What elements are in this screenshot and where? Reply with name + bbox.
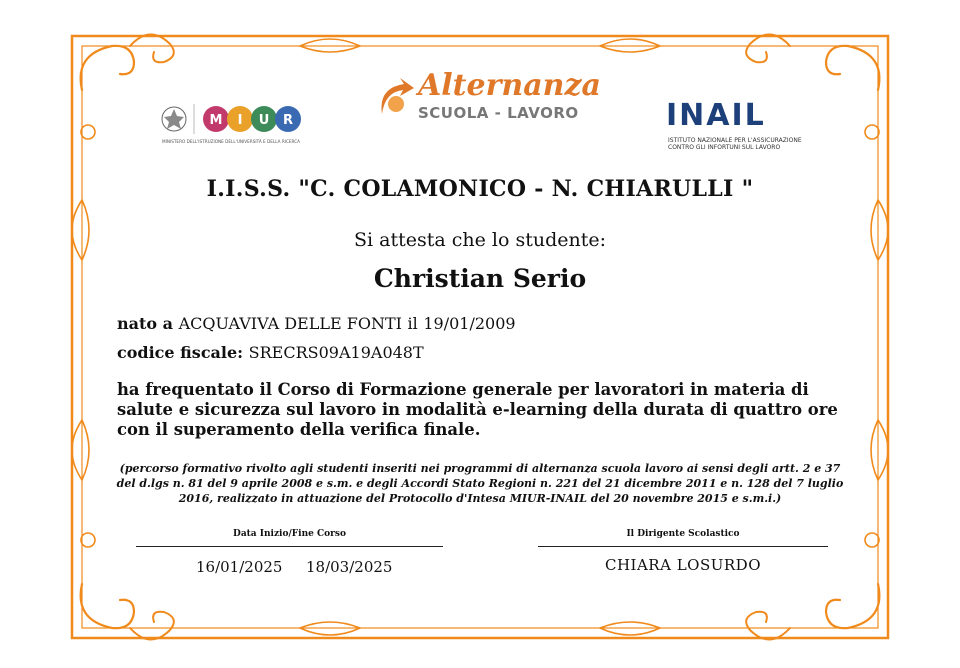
attestation-heading: Si attesta che lo studente: bbox=[354, 229, 606, 251]
school-name: I.I.S.S. "C. COLAMONICO - N. CHIARULLI " bbox=[206, 176, 754, 202]
fiscal-code-value: SRECRS09A19A048T bbox=[248, 343, 424, 362]
miur-logo bbox=[160, 100, 310, 138]
alternanza-arrow-icon bbox=[374, 74, 418, 124]
birthdate: 19/01/2009 bbox=[423, 314, 516, 333]
birth-info: nato a ACQUAVIVA DELLE FONTI il 19/01/2009 bbox=[117, 314, 516, 333]
svg-text:U: U bbox=[258, 113, 270, 128]
inail-logo: INAIL bbox=[666, 98, 766, 133]
date-divider bbox=[136, 546, 443, 547]
student-name: Christian Serio bbox=[373, 264, 587, 293]
director-name: CHIARA LOSURDO bbox=[604, 556, 761, 574]
republic-emblem-icon bbox=[162, 107, 186, 131]
svg-text:M: M bbox=[209, 113, 223, 128]
date-label: Data Inizio/Fine Corso bbox=[233, 529, 346, 539]
alternanza-subtitle: SCUOLA - LAVORO bbox=[418, 104, 579, 122]
alternanza-title: Alternanza bbox=[418, 68, 601, 103]
director-label: Il Dirigente Scolastico bbox=[626, 529, 740, 539]
end-date: 18/03/2025 bbox=[306, 558, 393, 576]
legal-note: (percorso formativo rivolto agli studenti inseriti nei programmi di alternanza scuola lavoro ai sensi degli artt. 2 e 37 del d.lgs n. 81 del 9 aprile 2008 e s.m. e degli Accordi Stato Regioni n. 221 del 21 dicembre 2011 e n. 128 del 7 luglio 2016, realizzato in attuazione del Protocollo d'Intesa MIUR-INAIL del 20 novembre 2015 e s.m.i.) bbox=[116, 462, 844, 505]
inail-caption: ISTITUTO NAZIONALE PER L'ASSICURAZIONE CONTRO GLI INFORTUNI SUL LAVORO bbox=[668, 137, 802, 151]
birthplace: ACQUAVIVA DELLE FONTI bbox=[178, 314, 402, 333]
svg-text:I: I bbox=[237, 113, 243, 128]
svg-text:R: R bbox=[282, 113, 294, 128]
course-description: ha frequentato il Corso di Formazione generale per lavoratori in materia di salute e sicurezza sul lavoro in modalità e-learning della durata di quattro ore con il superamento della verifica finale. bbox=[117, 380, 838, 439]
fiscal-code: codice fiscale: SRECRS09A19A048T bbox=[117, 343, 424, 362]
start-date: 16/01/2025 bbox=[196, 558, 283, 576]
miur-caption: MINISTERO DELL'ISTRUZIONE DELL'UNIVERSITÀ E DELLA RICERCA bbox=[162, 139, 301, 144]
director-divider bbox=[538, 546, 828, 547]
